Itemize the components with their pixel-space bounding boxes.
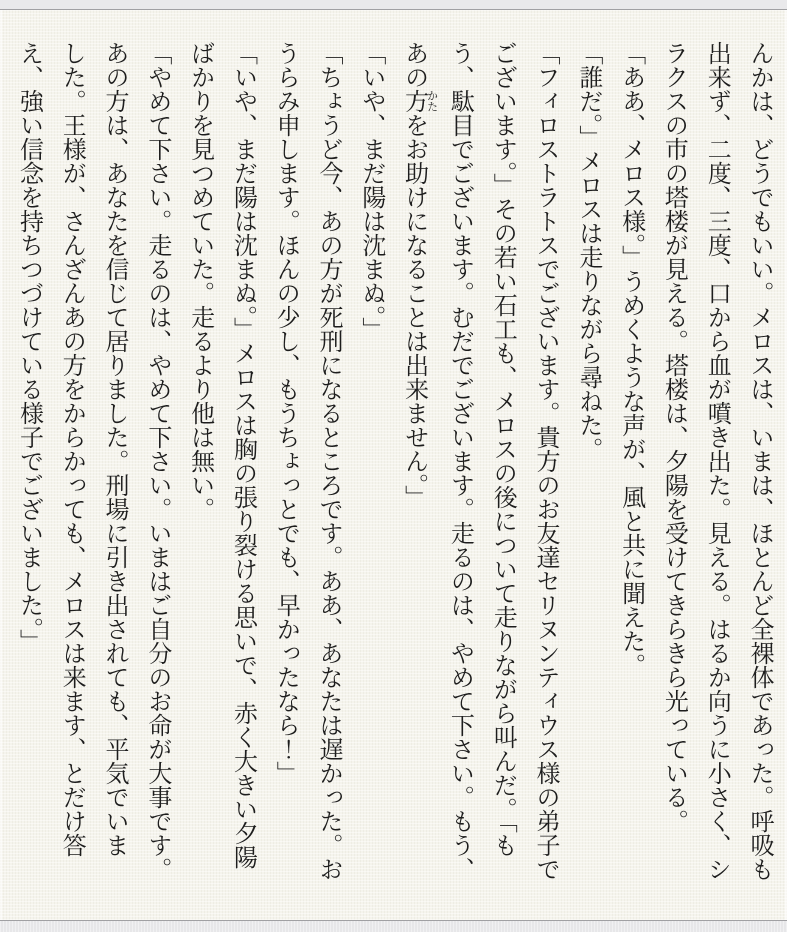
text-line: 「いや、まだ陽は沈まぬ。」 (357, 41, 384, 341)
text-line: ラクスの市の塔楼が見える。塔楼は、夕陽を受けてきらきら光っている。 (660, 41, 687, 833)
window-chrome-bottom (0, 920, 787, 932)
text-line: ございます。」その若い石工も、メロスの後について走りながら叫んだ。「も (489, 41, 516, 857)
text-line: 「誰だ。」メロスは走りながら尋ねた。 (574, 41, 601, 461)
ruby-furigana: 方 かた (400, 89, 438, 113)
text-line: 出来ず、二度、三度、口から血が噴き出た。見える。はるか向うに小さく、シ (703, 41, 730, 881)
text-line: ばかりを見つめていた。走るより他は無い。 (186, 41, 213, 521)
text-line: あの方 かたをお助けになることは出来ません。」 (400, 41, 438, 509)
text-line: んかは、どうでもいい。メロスは、いまは、ほとんど全裸体であった。呼吸も (746, 41, 772, 881)
text-line: え、強い信念を持ちつづけている様子でございました。」 (15, 41, 42, 653)
book-page[interactable] (0, 10, 787, 920)
text-line: う、駄目でございます。むだでございます。走るのは、やめて下さい。もう、 (446, 41, 473, 881)
text-line: 「フィロストラトスでございます。貴方のお友達セリヌンティウス様の弟子で (532, 41, 559, 881)
text-line: 「ああ、メロス様。」うめくような声が、風と共に聞えた。 (617, 41, 644, 677)
page-text (7, 41, 780, 901)
text-line: 「いや、まだ陽は沈まぬ。」メロスは胸の張り裂ける思いで、赤く大きい夕陽 (229, 41, 256, 869)
text-line: あの方は、あなたを信じて居りました。刑場に引き出されても、平気でいま (101, 41, 128, 857)
text-line: した。王様が、さんざんあの方をからかっても、メロスは来ます、とだけ答 (58, 41, 85, 857)
window-chrome-top (0, 0, 787, 10)
text-line: 「ちょうど今、あの方が死刑になるところです。ああ、あなたは遅かった。お (315, 41, 342, 881)
text-line: うらみ申します。ほんの少し、もうちょっとでも、早かったなら！」 (272, 41, 299, 785)
text-line: 「やめて下さい。走るのは、やめて下さい。いまはご自分のお命が大事です。 (143, 41, 170, 881)
